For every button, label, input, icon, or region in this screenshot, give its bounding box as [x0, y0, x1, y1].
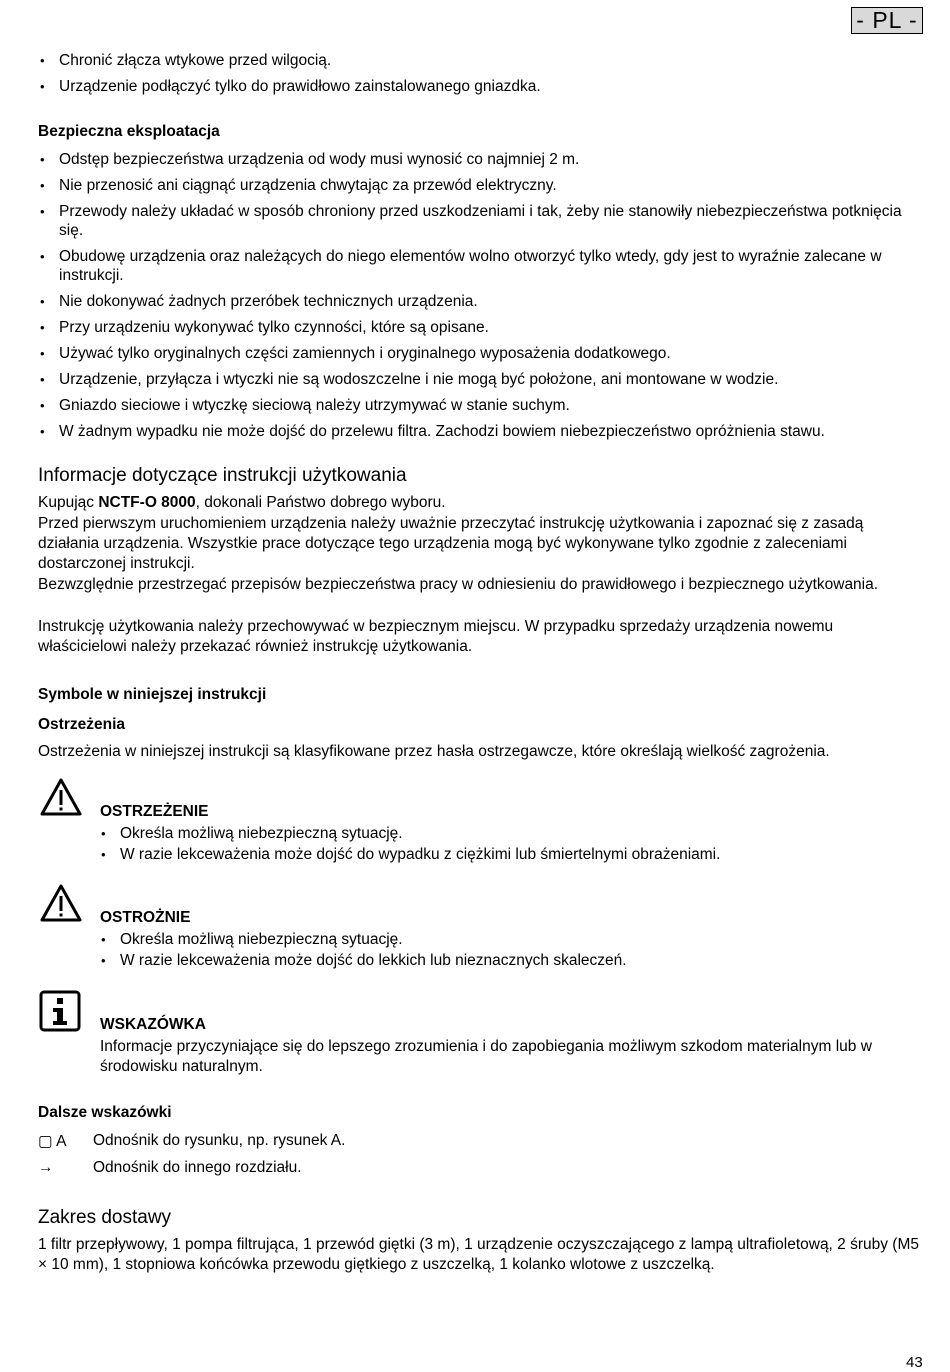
- list-item: • Używać tylko oryginalnych części zamiennych i oryginalnego wyposażenia dodatkowego.: [38, 344, 926, 363]
- list-item: • W razie lekceważenia może dojść do wypadku z ciężkimi lub śmiertelnymi obrażeniami.: [100, 844, 926, 865]
- list-item: • Nie dokonywać żadnych przeróbek technicznych urządzenia.: [38, 292, 926, 311]
- list-item: • Przewody należy układać w sposób chroniony przed uszkodzeniami i tak, żeby nie stanowiły niebezpieczeństwa potknięcia się.: [38, 202, 926, 240]
- info-icon: [39, 990, 81, 1032]
- subsection-title-warnings: Ostrzeżenia: [38, 716, 126, 733]
- section-title-further: Dalsze wskazówki: [38, 1104, 172, 1121]
- list-item: • W żadnym wypadku nie może dojść do przelewu filtra. Zachodzi bowiem niebezpieczeństwo opróżnienia stawu.: [38, 422, 926, 441]
- caution-list: [100, 929, 926, 971]
- warning-list: [100, 823, 926, 865]
- list-item: • Gniazdo sieciowe i wtyczkę sieciową należy utrzymywać w stanie suchym.: [38, 396, 926, 415]
- arrow-right-icon: →: [38, 1159, 54, 1176]
- section-title-safe-operation: Bezpieczna eksploatacja: [38, 123, 220, 140]
- list-item: • Określa możliwą niebezpieczną sytuację.: [100, 929, 926, 950]
- purchase-sentence: [38, 493, 926, 513]
- safe-operation-list: [38, 150, 926, 448]
- list-item: • Określa możliwą niebezpieczną sytuację.: [100, 823, 926, 844]
- purchase-prefix: Kupując: [38, 494, 99, 511]
- figure-reference-symbol: ▢ A: [38, 1133, 67, 1150]
- language-tag: - PL -: [851, 7, 923, 34]
- purchase-suffix: , dokonali Państwo dobrego wyboru.: [195, 494, 446, 511]
- list-item: • Obudowę urządzenia oraz należących do niego elementów wolno otworzyć tylko wtedy, gdy jest to wyraźnie zalecane w instrukcji.: [38, 247, 926, 285]
- warning-title: OSTRZEŻENIE: [100, 803, 209, 820]
- product-name: NCTF-O 8000: [98, 494, 196, 511]
- list-item: • W razie lekceważenia może dojść do lekkich lub nieznacznych skaleczeń.: [100, 950, 926, 971]
- warnings-description: Ostrzeżenia w niniejszej instrukcji są klasyfikowane przez hasła ostrzegawcze, które określają wielkość zagrożenia.: [38, 743, 830, 760]
- intro-bullet-list: [38, 51, 926, 103]
- list-item: • Nie przenosić ani ciągnąć urządzenia chwytając za przewód elektryczny.: [38, 176, 926, 195]
- info-paragraph: Przed pierwszym uruchomieniem urządzenia należy uważnie przeczytać instrukcję użytkowania i zapoznać się z zasadą działania urządzenia. Wszystkie prace dotyczące tego urządzenia mogą być wykonywane tylko zgodnie z zaleceniami dostarczonej instrukcji.: [38, 515, 864, 572]
- info-paragraph: Bezwzględnie przestrzegać przepisów bezpieczeństwa pracy w odniesieniu do prawidłowego i bezpiecznego użytkowania.: [38, 576, 879, 593]
- list-item: • Przy urządzeniu wykonywać tylko czynności, które są opisane.: [38, 318, 926, 337]
- info-paragraph: Instrukcję użytkowania należy przechowywać w bezpiecznym miejscu. W przypadku sprzedaży urządzenia nowemu właścicielowi należy przekazać również instrukcję użytkowania.: [38, 618, 834, 655]
- section-title-info: Informacje dotyczące instrukcji użytkowania: [38, 465, 407, 486]
- section-title-symbols: Symbole w niniejszej instrukcji: [38, 686, 267, 703]
- warning-triangle-icon: [39, 883, 83, 923]
- delivery-text: 1 filtr przepływowy, 1 pompa filtrująca, 1 przewód giętki (3 m), 1 urządzenie oczyszczającego z lampą ultrafioletową, 2 śruby (M5 × 10 mm), 1 stopniowa końcówka przewodu giętkiego z uszczelką, 1 kolanko wlotowe z uszczelką.: [38, 1236, 920, 1273]
- note-text: Informacje przyczyniające się do lepszego zrozumienia i do zapobiegania możliwym szkodom materialnym lub w środowisku naturalnym.: [100, 1038, 872, 1075]
- chapter-reference-text: Odnośnik do innego rozdziału.: [93, 1159, 302, 1176]
- list-item: • Urządzenie podłączyć tylko do prawidłowo zainstalowanego gniazdka.: [38, 77, 926, 96]
- figure-reference-text: Odnośnik do rysunku, np. rysunek A.: [93, 1132, 346, 1149]
- warning-triangle-icon: [39, 777, 83, 817]
- note-title: WSKAZÓWKA: [100, 1016, 206, 1033]
- list-item: • Odstęp bezpieczeństwa urządzenia od wody musi wynosić co najmniej 2 m.: [38, 150, 926, 169]
- list-item: • Chronić złącza wtykowe przed wilgocią.: [38, 51, 926, 70]
- page-number: 43: [906, 1354, 923, 1371]
- section-title-delivery: Zakres dostawy: [38, 1207, 172, 1228]
- caution-title: OSTROŻNIE: [100, 909, 191, 926]
- list-item: • Urządzenie, przyłącza i wtyczki nie są wodoszczelne i nie mogą być położone, ani montowane w wodzie.: [38, 370, 926, 389]
